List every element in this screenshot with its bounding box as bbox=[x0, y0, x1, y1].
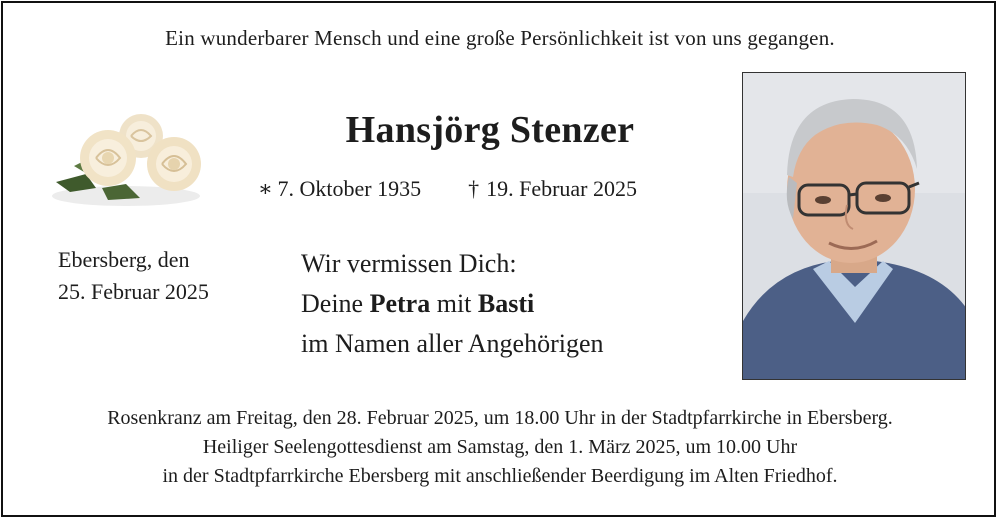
message-mid: mit bbox=[436, 289, 472, 318]
white-roses-image bbox=[46, 96, 206, 214]
burial-line: in der Stadtpfarrkirche Ebersberg mit anschließender Beerdigung im Alten Friedhof. bbox=[162, 465, 838, 487]
place-line: Ebersberg, den bbox=[58, 247, 190, 272]
message-line-1: Wir vermissen Dich: bbox=[301, 249, 517, 278]
mass-line: Heiliger Seelengottesdienst am Samstag, den 1. März 2025, um 10.00 Uhr bbox=[202, 436, 798, 458]
mourner-name-2: Basti bbox=[477, 289, 535, 318]
date-line: 25. Februar 2025 bbox=[58, 279, 209, 304]
intro-text: Ein wunderbarer Mensch und eine große Persönlichkeit ist von uns gegangen. bbox=[165, 26, 835, 50]
message-line-3: im Namen aller Angehörigen bbox=[301, 329, 604, 358]
death-date: 19. Februar 2025 bbox=[486, 176, 638, 201]
mourners-message bbox=[301, 244, 604, 364]
death-symbol: † bbox=[468, 176, 480, 201]
message-prefix: Deine bbox=[301, 289, 364, 318]
deceased-name: Hansjörg Stenzer bbox=[345, 109, 635, 151]
message-line-2 bbox=[301, 284, 604, 324]
service-details bbox=[0, 404, 1000, 491]
rosary-line: Rosenkranz am Freitag, den 28. Februar 2025, um 18.00 Uhr in der Stadtpfarrkirche in Ebersberg. bbox=[107, 407, 893, 429]
portrait-photo bbox=[742, 72, 966, 380]
place-date bbox=[58, 244, 209, 308]
portrait-image bbox=[743, 73, 966, 380]
birth-date: 7. Oktober 1935 bbox=[277, 176, 422, 201]
life-dates bbox=[258, 176, 637, 202]
birth-symbol: ∗ bbox=[258, 176, 273, 201]
mourner-name-1: Petra bbox=[369, 289, 431, 318]
